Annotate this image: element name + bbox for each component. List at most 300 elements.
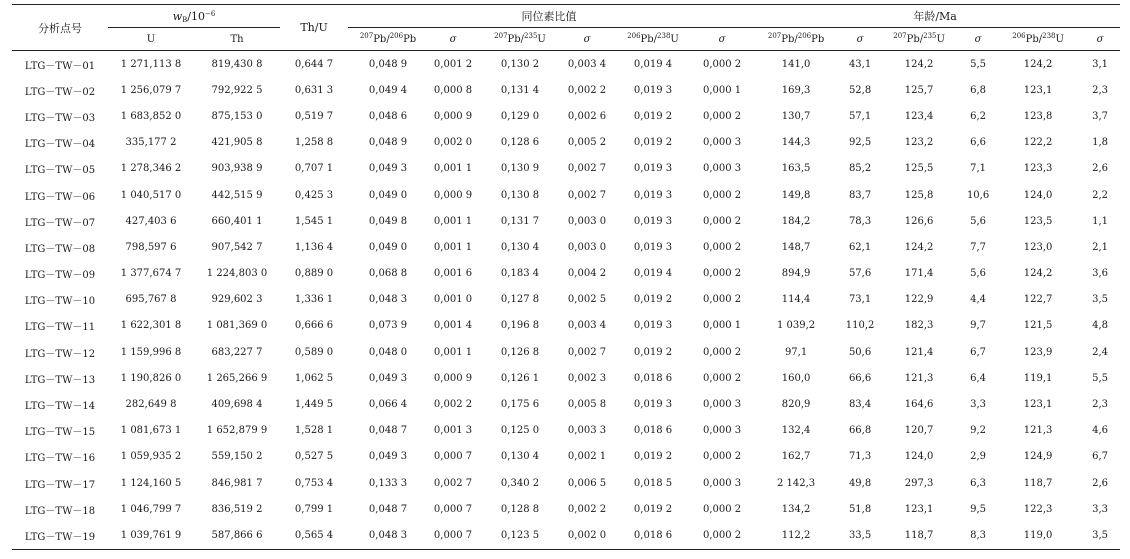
cell-ratio-206-238: 0,019 2 (633, 294, 673, 306)
cell-ratio-207-206-sigma: 0,000 9 (433, 372, 473, 384)
cell-ratio-206-238-sigma: 0,000 1 (702, 84, 742, 96)
cell-th-content: 442,515 9 (211, 189, 263, 201)
cell-sample-id: LTG－TW－13 (24, 374, 96, 386)
table-row (12, 522, 1120, 549)
iso-name: U (670, 33, 679, 45)
cell-age-207-206: 97,1 (784, 346, 808, 358)
cell-ratio-207-235-sigma: 0,005 2 (567, 137, 607, 149)
cell-age-207-206: 144,3 (781, 137, 811, 149)
cell-age-206-238-sigma: 3,5 (1080, 522, 1120, 549)
cell-age-206-238-sigma: 3,1 (1092, 58, 1109, 70)
cell-age-207-206: 134,2 (781, 503, 811, 515)
cell-age-206-238: 122,3 (1023, 503, 1053, 515)
cell-ratio-206-238: 0,018 6 (633, 425, 673, 437)
header-content-group (108, 5, 280, 28)
iso-mass: 207 (767, 31, 782, 40)
cell-th-u: 1,062 5 (294, 372, 334, 384)
cell-ratio-207-206-sigma: 0,001 1 (433, 163, 473, 175)
iso-mass: 206 (1012, 31, 1026, 40)
cell-age-207-206-sigma: 66,6 (848, 372, 872, 384)
cell-ratio-207-206: 0,068 8 (368, 268, 408, 280)
cell-age-207-206: 148,7 (781, 241, 811, 253)
cell-ratio-207-206-sigma: 0,001 6 (433, 268, 473, 280)
cell-sample-id: LTG－TW－15 (24, 427, 96, 439)
cell-sample-id: LTG－TW－01 (24, 60, 96, 72)
cell-age-207-206-sigma: 78,3 (848, 215, 872, 227)
cell-age-207-235-sigma: 7,7 (970, 241, 987, 253)
cell-ratio-206-238: 0,019 3 (633, 215, 673, 227)
cell-age-207-235: 297,3 (904, 477, 934, 489)
cell-sample-id: LTG－TW－05 (24, 165, 96, 177)
header-sigma: σ (694, 28, 750, 51)
cell-age-207-206-sigma: 51,8 (848, 503, 872, 515)
iso-mass: 206 (797, 31, 812, 40)
cell-age-207-206-sigma: 92,5 (848, 137, 872, 149)
cell-age-206-238: 121,3 (1023, 425, 1053, 437)
cell-ratio-207-235-sigma: 0,002 6 (567, 110, 607, 122)
cell-age-207-206-sigma: 62,1 (848, 241, 872, 253)
cell-age-207-206: 114,4 (781, 294, 811, 306)
cell-ratio-207-206-sigma: 0,000 9 (433, 189, 473, 201)
cell-ratio-207-235-sigma: 0,004 2 (567, 268, 607, 280)
cell-u-content: 798,597 6 (125, 241, 177, 253)
cell-age-206-238-sigma: 3,3 (1092, 503, 1109, 515)
cell-age-207-206-sigma: 83,4 (848, 399, 872, 411)
cell-age-207-206-sigma: 49,8 (848, 477, 872, 489)
cell-ratio-207-235-sigma: 0,003 4 (567, 58, 607, 70)
cell-age-207-235-sigma: 4,4 (970, 294, 987, 306)
cell-ratio-207-206-sigma: 0,001 3 (433, 425, 473, 437)
table-row (12, 77, 1120, 103)
cell-ratio-207-235-sigma: 0,002 7 (567, 346, 607, 358)
cell-age-207-235: 118,7 (878, 522, 960, 549)
cell-age-207-206: 130,7 (781, 110, 811, 122)
cell-age-207-235-sigma: 9,2 (970, 425, 987, 437)
cell-age-207-235-sigma: 6,7 (970, 346, 987, 358)
cell-sample-id: LTG－TW－09 (24, 270, 96, 282)
cell-ratio-207-206-sigma: 0,002 0 (433, 137, 473, 149)
header-age-pb206-u238 (996, 28, 1080, 51)
cell-age-207-235: 123,2 (904, 137, 934, 149)
zircon-u-pb-table (12, 4, 1120, 550)
cell-ratio-207-235: 0,123 5 (478, 522, 562, 549)
header-th-u-ratio: Th/U (280, 5, 348, 51)
table-body (12, 51, 1120, 550)
iso-name: Pb/ (507, 33, 525, 45)
header-age-pb207-pb206 (750, 28, 842, 51)
cell-ratio-207-206-sigma: 0,000 7 (433, 503, 473, 515)
cell-u-content: 1 081,673 1 (120, 425, 182, 437)
iso-name: U (537, 33, 546, 45)
cell-th-content: 409,698 4 (211, 399, 263, 411)
cell-u-content: 1 683,852 0 (120, 110, 182, 122)
cell-th-content: 587,866 6 (194, 522, 280, 549)
cell-age-207-235: 123,1 (904, 503, 934, 515)
cell-ratio-207-206-sigma: 0,000 7 (428, 522, 478, 549)
cell-u-content: 1 256,079 7 (120, 84, 182, 96)
cell-age-206-238-sigma: 2,1 (1092, 241, 1109, 253)
cell-ratio-206-238-sigma: 0,000 2 (702, 451, 742, 463)
cell-ratio-206-238-sigma: 0,000 2 (702, 503, 742, 515)
cell-ratio-206-238-sigma: 0,000 2 (702, 58, 742, 70)
cell-ratio-207-235-sigma: 0,003 3 (567, 425, 607, 437)
cell-ratio-207-206: 0,048 3 (368, 294, 408, 306)
cell-ratio-207-206-sigma: 0,001 1 (433, 346, 473, 358)
cell-th-content: 559,150 2 (211, 451, 263, 463)
cell-th-u: 0,425 3 (294, 189, 334, 201)
cell-th-content: 1 652,879 9 (206, 425, 268, 437)
cell-ratio-207-206: 0,048 9 (368, 58, 408, 70)
cell-th-content: 836,519 2 (211, 503, 263, 515)
cell-age-206-238: 123,8 (1023, 110, 1053, 122)
cell-age-206-238-sigma: 1,1 (1092, 215, 1109, 227)
cell-th-u: 0,707 1 (294, 163, 334, 175)
cell-ratio-206-238: 0,018 6 (612, 522, 694, 549)
cell-ratio-206-238: 0,019 3 (633, 84, 673, 96)
cell-age-207-235-sigma: 6,6 (970, 137, 987, 149)
cell-ratio-206-238-sigma: 0,000 2 (702, 215, 742, 227)
cell-age-207-206-sigma: 73,1 (848, 294, 872, 306)
cell-age-207-235: 125,8 (904, 189, 934, 201)
cell-ratio-207-206: 0,048 0 (368, 346, 408, 358)
cell-ratio-207-206-sigma: 0,001 0 (433, 294, 473, 306)
cell-age-207-235-sigma: 9,5 (970, 503, 987, 515)
cell-age-207-235: 123,4 (904, 110, 934, 122)
cell-ratio-207-206-sigma: 0,001 1 (433, 241, 473, 253)
cell-ratio-207-235-sigma: 0,002 3 (567, 372, 607, 384)
cell-th-content: 819,430 8 (211, 58, 263, 70)
header-ratio-pb207-pb206 (348, 28, 428, 51)
cell-ratio-206-238-sigma: 0,000 3 (702, 425, 742, 437)
cell-sample-id: LTG－TW－08 (24, 243, 96, 255)
cell-u-content: 282,649 8 (125, 399, 177, 411)
cell-ratio-207-235: 0,131 7 (500, 215, 540, 227)
table-row (12, 339, 1120, 365)
cell-ratio-207-235: 0,128 6 (500, 137, 540, 149)
cell-u-content: 1 046,799 7 (120, 503, 182, 515)
cell-ratio-206-238: 0,019 4 (633, 268, 673, 280)
cell-age-207-206: 169,3 (781, 84, 811, 96)
cell-ratio-206-238: 0,019 4 (633, 58, 673, 70)
cell-ratio-207-206-sigma: 0,001 1 (433, 215, 473, 227)
cell-age-206-238: 122,7 (1023, 294, 1053, 306)
cell-sample-id: LTG－TW－02 (24, 86, 96, 98)
cell-age-207-235: 122,9 (904, 294, 934, 306)
cell-age-206-238: 124,0 (1023, 189, 1053, 201)
cell-age-207-235-sigma: 6,4 (970, 372, 987, 384)
cell-th-u: 0,889 0 (294, 268, 334, 280)
cell-ratio-207-206: 0,048 3 (348, 522, 428, 549)
cell-u-content: 335,177 2 (125, 137, 177, 149)
cell-sample-id: LTG－TW－06 (24, 191, 96, 203)
table-row (12, 391, 1120, 417)
cell-u-content: 1 377,674 7 (120, 268, 182, 280)
cell-th-content: 683,227 7 (211, 346, 263, 358)
header-u: U (108, 28, 194, 51)
cell-ratio-207-235: 0,175 6 (500, 399, 540, 411)
cell-u-content: 1 278,346 2 (120, 163, 182, 175)
table-row (12, 418, 1120, 444)
cell-ratio-207-235: 0,128 8 (500, 503, 540, 515)
cell-age-207-206-sigma: 110,2 (845, 320, 875, 332)
cell-age-207-235-sigma: 10,6 (966, 189, 990, 201)
iso-mass: 238 (657, 31, 671, 40)
cell-ratio-207-206: 0,073 9 (368, 320, 408, 332)
cell-sample-id: LTG－TW－19 (12, 522, 108, 549)
cell-age-207-206-sigma: 71,3 (848, 451, 872, 463)
cell-ratio-207-235-sigma: 0,002 2 (567, 503, 607, 515)
table-row (12, 470, 1120, 496)
cell-age-207-235: 125,7 (904, 84, 934, 96)
cell-u-content: 1 190,826 0 (120, 372, 182, 384)
cell-ratio-207-235: 0,183 4 (500, 268, 540, 280)
cell-th-u: 0,666 6 (294, 320, 334, 332)
cell-ratio-207-235: 0,129 0 (500, 110, 540, 122)
table-row (12, 287, 1120, 313)
cell-age-207-235-sigma: 5,6 (970, 268, 987, 280)
cell-ratio-207-235: 0,130 9 (500, 163, 540, 175)
cell-age-206-238-sigma: 2,6 (1092, 163, 1109, 175)
iso-name: Pb (811, 33, 825, 45)
cell-ratio-206-238-sigma: 0,000 2 (702, 372, 742, 384)
table-row (12, 365, 1120, 391)
cell-age-206-238: 119,0 (996, 522, 1080, 549)
cell-age-207-235-sigma: 9,7 (970, 320, 987, 332)
cell-age-207-206: 141,0 (781, 58, 811, 70)
cell-age-206-238-sigma: 6,7 (1092, 451, 1109, 463)
iso-name: Pb/ (1025, 33, 1043, 45)
table-row (12, 182, 1120, 208)
cell-u-content: 1 622,301 8 (120, 320, 182, 332)
cell-th-u: 0,753 4 (294, 477, 334, 489)
header-age-pb207-u235 (878, 28, 960, 51)
cell-ratio-207-206-sigma: 0,000 7 (433, 451, 473, 463)
table-row (12, 208, 1120, 234)
cell-ratio-206-238: 0,019 2 (633, 110, 673, 122)
iso-mass: 207 (893, 31, 907, 40)
cell-th-u: 0,799 1 (294, 503, 334, 515)
cell-ratio-207-235-sigma: 0,002 5 (567, 294, 607, 306)
cell-ratio-207-235: 0,130 8 (500, 189, 540, 201)
cell-age-207-206-sigma: 66,8 (848, 425, 872, 437)
cell-ratio-207-235-sigma: 0,002 2 (567, 84, 607, 96)
cell-age-206-238: 123,1 (1023, 399, 1053, 411)
iso-name: U (1055, 33, 1064, 45)
table-row (12, 496, 1120, 522)
cell-ratio-206-238-sigma: 0,000 2 (702, 268, 742, 280)
cell-age-207-206-sigma: 57,1 (848, 110, 872, 122)
cell-ratio-207-235: 0,196 8 (500, 320, 540, 332)
cell-th-content: 907,542 7 (211, 241, 263, 253)
cell-age-206-238: 124,2 (1023, 268, 1053, 280)
cell-age-206-238: 119,1 (1023, 372, 1053, 384)
cell-age-206-238: 124,2 (1023, 58, 1053, 70)
cell-th-content: 929,602 3 (211, 294, 263, 306)
cell-age-206-238: 123,0 (1023, 241, 1053, 253)
cell-age-207-235-sigma: 2,9 (970, 451, 987, 463)
cell-ratio-207-235-sigma: 0,002 1 (567, 451, 607, 463)
cell-ratio-206-238: 0,019 3 (633, 189, 673, 201)
cell-th-u: 1,449 5 (294, 399, 334, 411)
header-sigma: σ (428, 28, 478, 51)
cell-u-content: 1 271,113 8 (120, 58, 182, 70)
cell-age-207-206: 149,8 (781, 189, 811, 201)
cell-age-207-235: 124,0 (904, 451, 934, 463)
header-wb-unit: /10 (187, 9, 205, 23)
cell-ratio-206-238: 0,019 3 (633, 320, 673, 332)
iso-mass: 206 (389, 31, 404, 40)
cell-ratio-207-235: 0,130 2 (500, 58, 540, 70)
cell-age-206-238-sigma: 4,6 (1092, 425, 1109, 437)
cell-age-207-235: 121,3 (904, 372, 934, 384)
cell-age-207-206: 132,4 (781, 425, 811, 437)
cell-ratio-207-206-sigma: 0,002 2 (433, 399, 473, 411)
cell-ratio-207-206: 0,048 7 (368, 425, 408, 437)
cell-ratio-207-206: 0,049 4 (368, 84, 408, 96)
cell-u-content: 1 159,996 8 (120, 346, 182, 358)
cell-age-206-238-sigma: 4,8 (1092, 320, 1109, 332)
table-row (12, 130, 1120, 156)
cell-age-207-235-sigma: 6,3 (970, 477, 987, 489)
cell-ratio-206-238-sigma: 0,000 2 (702, 241, 742, 253)
cell-sample-id: LTG－TW－11 (24, 322, 96, 334)
cell-age-207-235-sigma: 5,6 (970, 215, 987, 227)
cell-age-207-235: 124,2 (904, 241, 934, 253)
cell-age-207-206: 112,2 (750, 522, 842, 549)
cell-age-207-206: 184,2 (781, 215, 811, 227)
cell-ratio-207-206: 0,049 3 (368, 163, 408, 175)
table-row (12, 51, 1120, 78)
header-isotope-ratio-group: 同位素比值 (348, 5, 750, 28)
cell-sample-id: LTG－TW－17 (24, 479, 96, 491)
cell-ratio-207-206: 0,048 7 (368, 503, 408, 515)
cell-u-content: 427,403 6 (125, 215, 177, 227)
cell-ratio-207-206: 0,049 0 (368, 241, 408, 253)
cell-ratio-206-238: 0,019 2 (633, 503, 673, 515)
cell-ratio-206-238-sigma: 0,000 2 (702, 294, 742, 306)
cell-age-206-238-sigma: 3,7 (1092, 110, 1109, 122)
cell-age-207-235: 126,6 (904, 215, 934, 227)
cell-age-207-206-sigma: 33,5 (842, 522, 878, 549)
cell-ratio-206-238: 0,019 2 (633, 346, 673, 358)
cell-age-206-238: 118,7 (1023, 477, 1053, 489)
cell-ratio-207-235: 0,340 2 (500, 477, 540, 489)
cell-age-206-238-sigma: 2,6 (1092, 477, 1109, 489)
iso-mass: 207 (494, 31, 508, 40)
cell-ratio-206-238-sigma: 0,000 2 (702, 346, 742, 358)
cell-age-206-238-sigma: 3,5 (1092, 294, 1109, 306)
cell-ratio-206-238: 0,019 2 (633, 451, 673, 463)
cell-ratio-207-235-sigma: 0,002 7 (567, 163, 607, 175)
cell-u-content: 1 124,160 5 (120, 477, 182, 489)
cell-age-206-238: 122,2 (1023, 137, 1053, 149)
cell-th-u: 0,519 7 (294, 110, 334, 122)
cell-ratio-207-206: 0,066 4 (368, 399, 408, 411)
cell-ratio-207-206-sigma: 0,001 2 (433, 58, 473, 70)
cell-ratio-207-235: 0,131 4 (500, 84, 540, 96)
cell-sample-id: LTG－TW－14 (24, 401, 96, 413)
cell-th-u: 0,631 3 (294, 84, 334, 96)
cell-th-u: 0,565 4 (280, 522, 348, 549)
iso-name: Pb/ (640, 33, 658, 45)
cell-ratio-207-206: 0,049 3 (368, 451, 408, 463)
header-sigma: σ (1080, 28, 1120, 51)
table-row (12, 313, 1120, 339)
cell-age-207-206-sigma: 57,6 (848, 268, 872, 280)
cell-th-u: 0,527 5 (294, 451, 334, 463)
cell-sample-id: LTG－TW－10 (24, 296, 96, 308)
header-wb-symbol: w (172, 9, 183, 23)
cell-age-206-238: 123,5 (1023, 215, 1053, 227)
cell-age-206-238-sigma: 2,4 (1092, 346, 1109, 358)
cell-ratio-207-206-sigma: 0,001 4 (433, 320, 473, 332)
cell-age-207-206-sigma: 85,2 (848, 163, 872, 175)
cell-ratio-206-238-sigma: 0,000 3 (702, 163, 742, 175)
cell-ratio-207-235: 0,130 4 (500, 451, 540, 463)
cell-age-207-206: 894,9 (781, 268, 811, 280)
iso-mass: 235 (524, 31, 538, 40)
table-row (12, 156, 1120, 182)
cell-age-206-238: 121,5 (1023, 320, 1053, 332)
cell-sample-id: LTG－TW－04 (24, 139, 96, 151)
cell-th-content: 1 224,803 0 (206, 268, 268, 280)
cell-ratio-206-238: 0,019 3 (633, 163, 673, 175)
cell-age-207-206: 160,0 (781, 372, 811, 384)
iso-name: Pb/ (781, 33, 798, 45)
cell-ratio-206-238-sigma: 0,000 3 (702, 399, 742, 411)
cell-ratio-206-238: 0,019 3 (633, 399, 673, 411)
cell-th-content: 875,153 0 (211, 110, 263, 122)
cell-age-207-235: 171,4 (904, 268, 934, 280)
cell-ratio-207-235-sigma: 0,006 5 (567, 477, 607, 489)
cell-ratio-207-206: 0,049 8 (368, 215, 408, 227)
table-row (12, 103, 1120, 129)
cell-sample-id: LTG－TW－07 (24, 217, 96, 229)
cell-ratio-207-206: 0,048 9 (368, 137, 408, 149)
cell-ratio-207-235-sigma: 0,003 0 (567, 215, 607, 227)
cell-age-207-235: 120,7 (904, 425, 934, 437)
cell-th-u: 1,336 1 (294, 294, 334, 306)
iso-mass: 235 (923, 31, 937, 40)
cell-th-content: 421,905 8 (211, 137, 263, 149)
cell-ratio-207-235: 0,130 4 (500, 241, 540, 253)
cell-th-u: 1,545 1 (294, 215, 334, 227)
header-ratio-pb206-u238 (612, 28, 694, 51)
cell-ratio-206-238-sigma: 0,000 3 (702, 137, 742, 149)
iso-name: U (936, 33, 945, 45)
cell-age-206-238-sigma: 2,3 (1092, 84, 1109, 96)
cell-th-content: 846,981 7 (211, 477, 263, 489)
cell-age-207-206-sigma: 43,1 (848, 58, 872, 70)
cell-ratio-207-206: 0,133 3 (368, 477, 408, 489)
cell-ratio-206-238: 0,018 5 (633, 477, 673, 489)
cell-u-content: 695,767 8 (125, 294, 177, 306)
cell-ratio-207-206: 0,048 6 (368, 110, 408, 122)
cell-th-content: 1 265,266 9 (206, 372, 268, 384)
cell-age-207-235-sigma: 3,3 (970, 399, 987, 411)
cell-th-content: 1 081,369 0 (206, 320, 268, 332)
cell-ratio-207-206-sigma: 0,000 9 (433, 110, 473, 122)
cell-age-206-238: 123,9 (1023, 346, 1053, 358)
cell-age-207-235: 182,3 (904, 320, 934, 332)
cell-age-207-235: 164,6 (904, 399, 934, 411)
cell-age-207-235-sigma: 5,5 (970, 58, 987, 70)
iso-name: Pb/ (906, 33, 924, 45)
table-row (12, 234, 1120, 260)
cell-age-207-235-sigma: 6,2 (970, 110, 987, 122)
cell-age-206-238-sigma: 2,2 (1092, 189, 1109, 201)
cell-ratio-207-206: 0,049 3 (368, 372, 408, 384)
